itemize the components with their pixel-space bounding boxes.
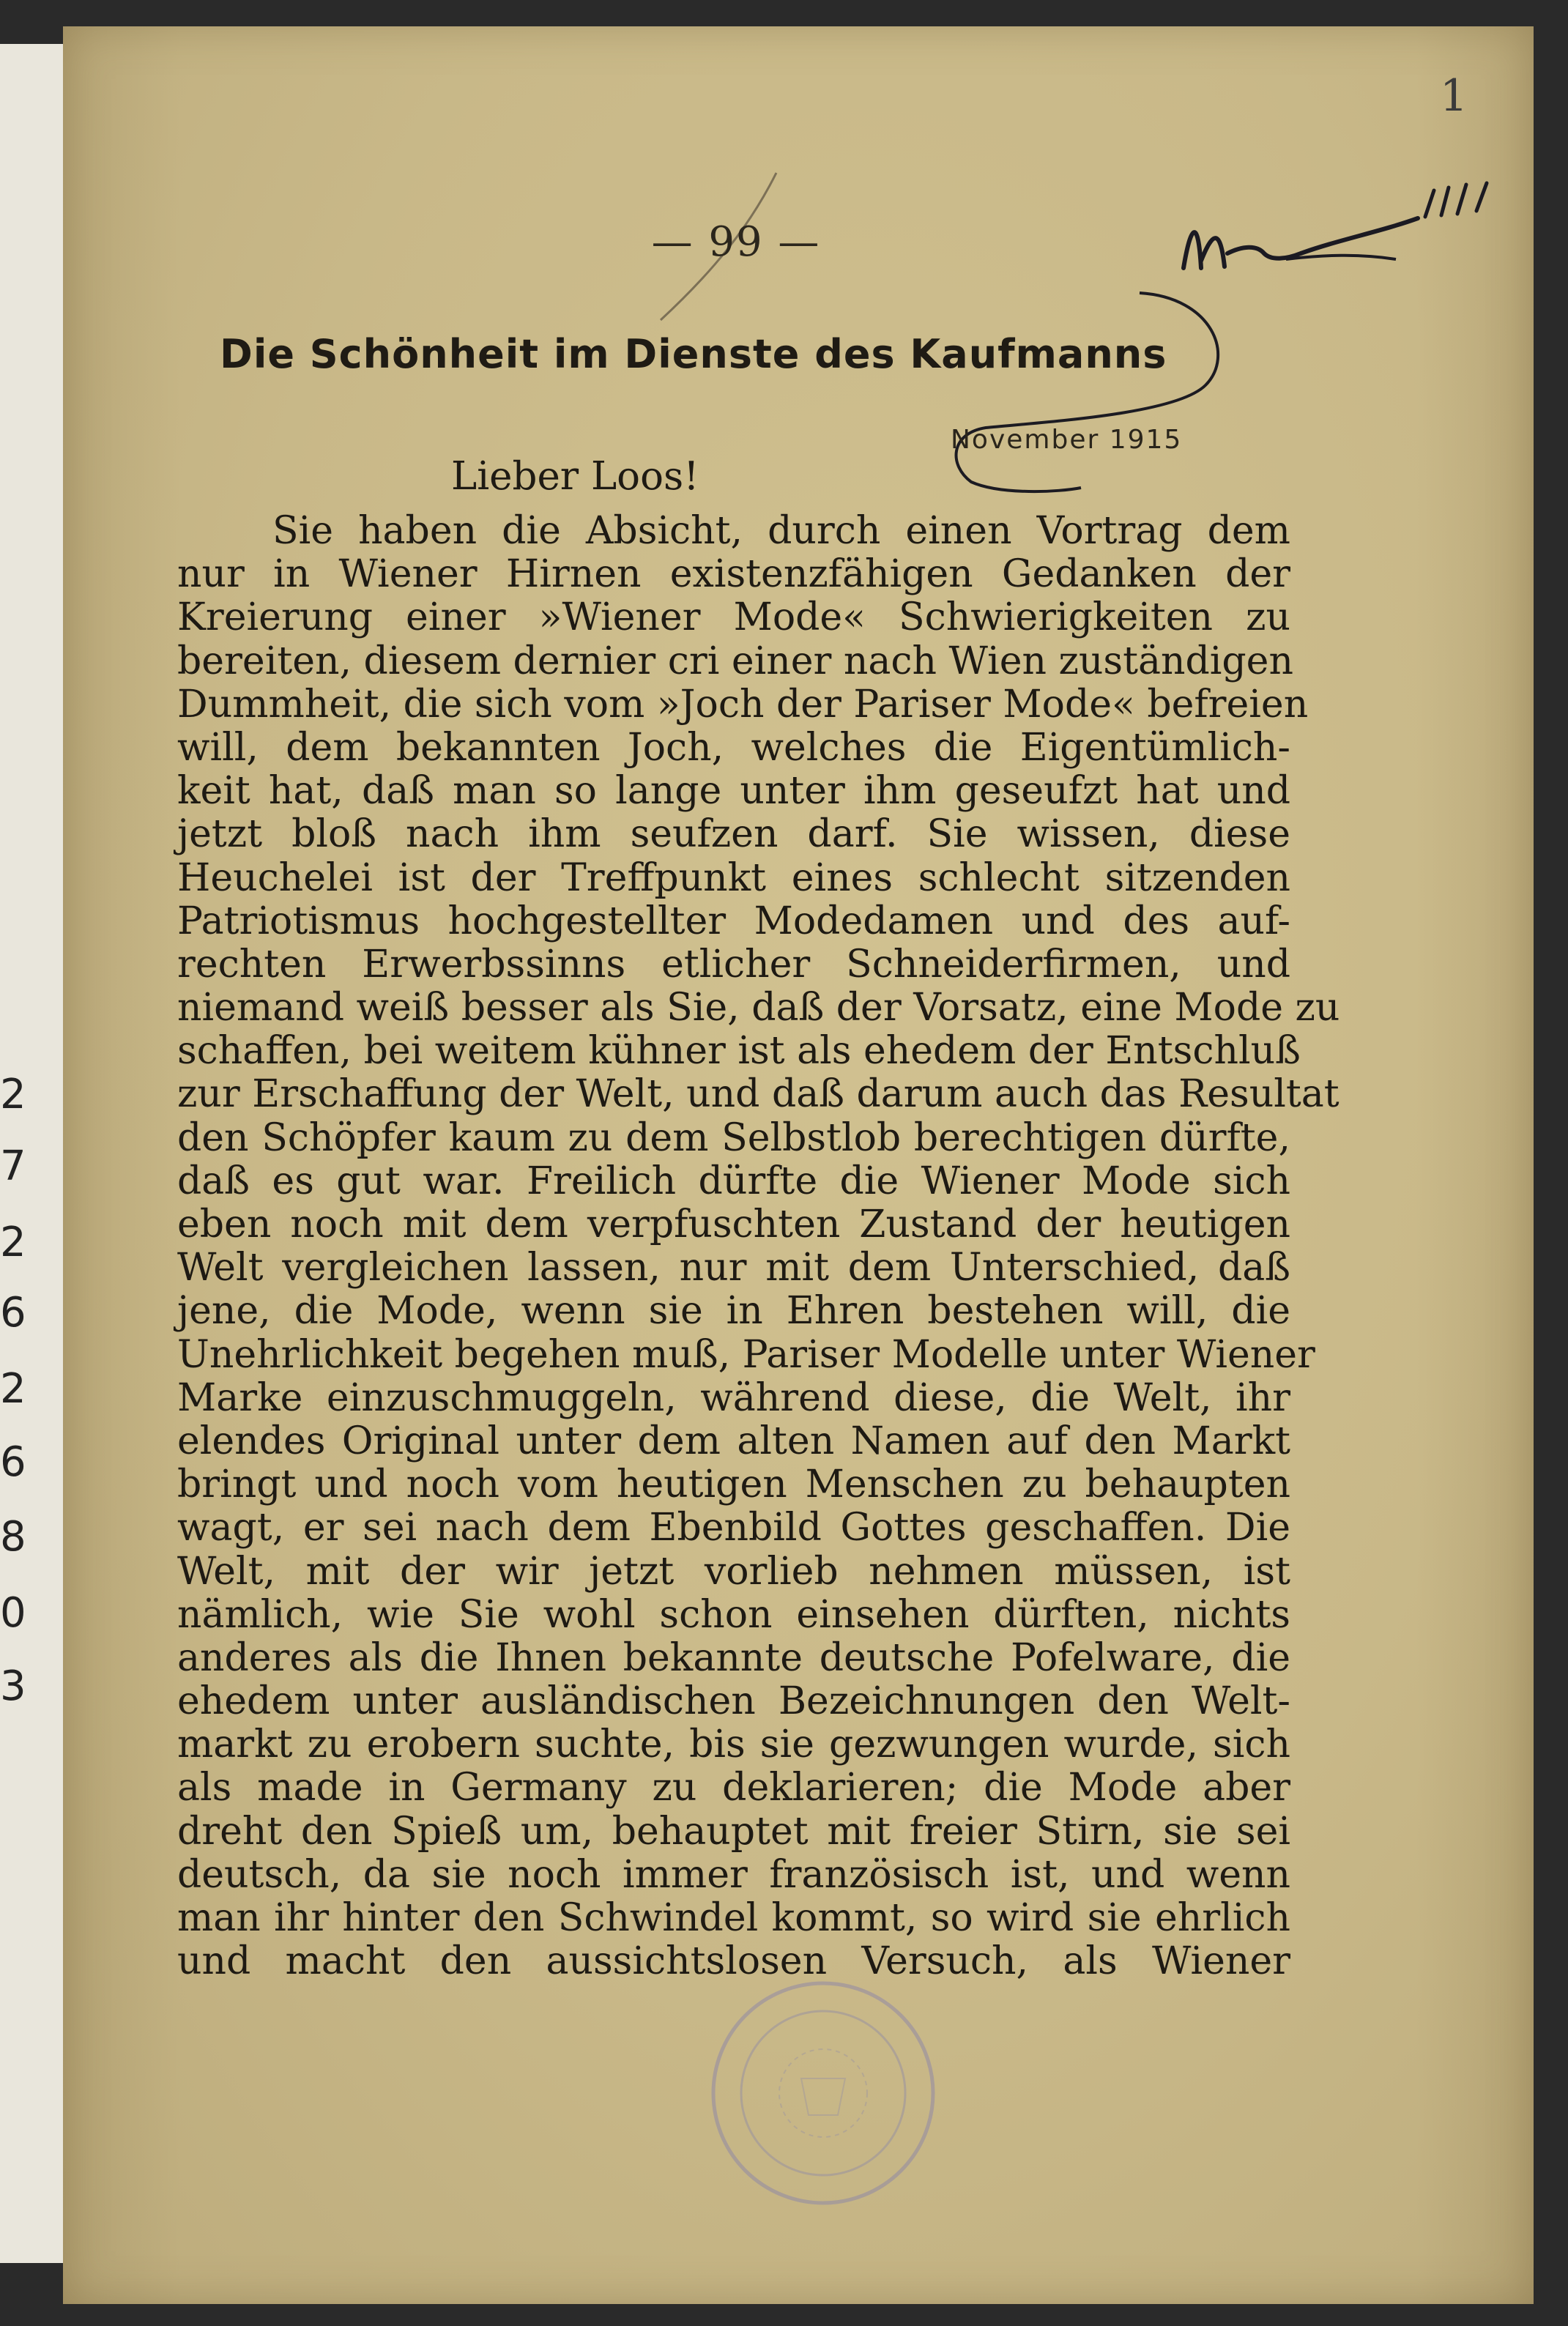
margin-digit: 0 bbox=[0, 1589, 26, 1637]
adjacent-page-strip bbox=[0, 44, 66, 2263]
margin-digit: 3 bbox=[0, 1662, 26, 1710]
text-line: rechten Erwerbssinns etlicher Schneiderfirmen, und bbox=[177, 942, 1290, 986]
letter-date: November 1915 bbox=[951, 425, 1183, 455]
text-line: anderes als die Ihnen bekannte deutsche Pofelware, die bbox=[177, 1635, 1290, 1680]
book-page bbox=[63, 26, 1534, 2304]
text-line: Unehrlichkeit begehen muß, Pariser Modelle unter Wiener bbox=[177, 1332, 1315, 1377]
corner-pencil-number: 1 bbox=[1440, 70, 1468, 122]
text-line: Marke einzuschmuggeln, während diese, die Welt, ihr bbox=[177, 1375, 1290, 1420]
ink-loop-annotation bbox=[898, 275, 1279, 517]
margin-digit: 2 bbox=[0, 1219, 26, 1266]
handwritten-signature bbox=[1176, 173, 1513, 290]
text-line: ehedem unter ausländischen Bezeichnungen den Welt- bbox=[177, 1679, 1290, 1724]
text-line: Kreierung einer »Wiener Mode« Schwierigkeiten zu bbox=[177, 595, 1290, 640]
text-line: Dummheit, die sich vom »Joch der Pariser Mode« befreien bbox=[177, 682, 1309, 727]
margin-digit: 8 bbox=[0, 1513, 26, 1561]
text-line: schaffen, bei weitem kühner ist als ehedem der Entschluß bbox=[177, 1029, 1301, 1074]
text-line: Sie haben die Absicht, durch einen Vortrag dem bbox=[272, 509, 1290, 553]
text-line: nur in Wiener Hirnen existenzfähigen Gedanken der bbox=[177, 552, 1290, 597]
margin-digit: 6 bbox=[0, 1289, 26, 1337]
library-stamp bbox=[699, 1969, 948, 2218]
page-number: — 99 — bbox=[651, 218, 821, 266]
text-line: Welt vergleichen lassen, nur mit dem Unterschied, daß bbox=[177, 1246, 1290, 1290]
text-line: nämlich, wie Sie wohl schon einsehen dürften, nichts bbox=[177, 1592, 1290, 1637]
margin-digit: 6 bbox=[0, 1438, 26, 1486]
text-line: Welt, mit der wir jetzt vorlieb nehmen müssen, ist bbox=[177, 1549, 1290, 1594]
text-line: und macht den aussichtslosen Versuch, als Wiener bbox=[177, 1939, 1290, 1984]
text-line: wagt, er sei nach dem Ebenbild Gottes geschaffen. Die bbox=[177, 1506, 1290, 1550]
text-line: jetzt bloß nach ihm seufzen darf. Sie wissen, diese bbox=[177, 812, 1290, 857]
text-line: Patriotismus hochgestellter Modedamen und des auf- bbox=[177, 899, 1290, 943]
text-line: niemand weiß besser als Sie, daß der Vorsatz, eine Mode zu bbox=[177, 986, 1340, 1030]
text-line: zur Erschaffung der Welt, und daß darum auch das Resultat bbox=[177, 1072, 1340, 1117]
text-line: jene, die Mode, wenn sie in Ehren bestehen will, die bbox=[177, 1289, 1290, 1334]
text-line: elendes Original unter dem alten Namen auf den Markt bbox=[177, 1419, 1290, 1463]
text-line: eben noch mit dem verpfuschten Zustand der heutigen bbox=[177, 1203, 1290, 1246]
text-line: bereiten, diesem dernier cri einer nach Wien zuständigen bbox=[177, 639, 1293, 683]
margin-digit: 7 bbox=[0, 1142, 26, 1190]
text-line: daß es gut war. Freilich dürfte die Wiener Mode sich bbox=[177, 1159, 1290, 1203]
text-line: dreht den Spieß um, behauptet mit freier Stirn, sie sei bbox=[177, 1809, 1290, 1854]
text-line: markt zu erobern suchte, bis sie gezwungen wurde, sich bbox=[177, 1723, 1290, 1767]
text-line: bringt und noch vom heutigen Menschen zu behaupten bbox=[177, 1463, 1290, 1507]
letter-body bbox=[177, 509, 1340, 1984]
salutation: Lieber Loos! bbox=[451, 454, 699, 499]
text-line: als made in Germany zu deklarieren; die Mode aber bbox=[177, 1766, 1290, 1810]
text-line: Heuchelei ist der Treffpunkt eines schlecht sitzenden bbox=[177, 855, 1290, 900]
text-line: deutsch, da sie noch immer französisch ist, und wenn bbox=[177, 1852, 1290, 1897]
text-line: den Schöpfer kaum zu dem Selbstlob berechtigen dürfte, bbox=[177, 1115, 1290, 1160]
text-line: keit hat, daß man so lange unter ihm geseufzt hat und bbox=[177, 769, 1290, 814]
text-line: man ihr hinter den Schwindel kommt, so wird sie ehrlich bbox=[177, 1896, 1290, 1940]
text-line: will, dem bekannten Joch, welches die Eigentümlich- bbox=[177, 725, 1290, 770]
letter-title: Die Schönheit im Dienste des Kaufmanns bbox=[220, 331, 1167, 377]
margin-digit: 2 bbox=[0, 1365, 26, 1413]
margin-digit: 2 bbox=[0, 1071, 26, 1118]
